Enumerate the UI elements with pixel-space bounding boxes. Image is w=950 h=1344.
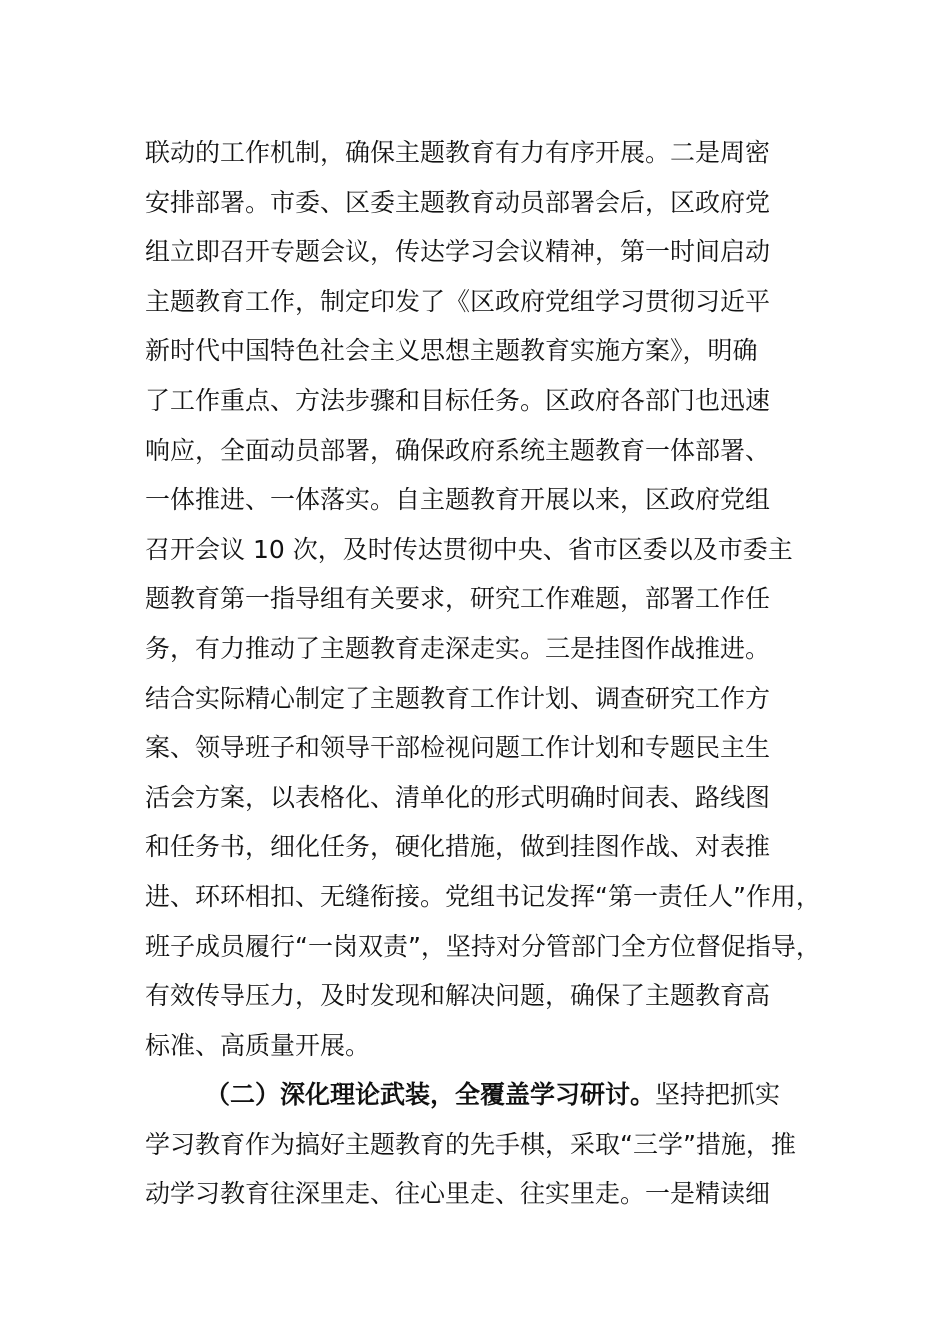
section-intro-text: 坚持把抓实 xyxy=(655,1080,781,1110)
text-line: 学习教育作为搞好主题教育的先手棋，采取“三学”措施，推 xyxy=(145,1129,796,1159)
text-line: 响应，全面动员部署，确保政府系统主题教育一体部署、 xyxy=(145,435,771,465)
text-line: 班子成员履行“一岗双责”，坚持对分管部门全方位督促指导， xyxy=(145,931,821,961)
text-line: 一体推进、一体落实。自主题教育开展以来，区政府党组 xyxy=(145,485,771,515)
text-line: 动学习教育往深里走、往心里走、往实里走。一是精读细 xyxy=(145,1179,771,1209)
text-line: 了工作重点、方法步骤和目标任务。区政府各部门也迅速 xyxy=(145,385,771,415)
text-line: 题教育第一指导组有关要求，研究工作难题，部署工作任 xyxy=(145,584,771,614)
text-line: 标准、高质量开展。 xyxy=(145,1030,371,1060)
text-line: 结合实际精心制定了主题教育工作计划、调查研究工作方 xyxy=(145,683,771,713)
text-line: 联动的工作机制，确保主题教育有力有序开展。二是周密 xyxy=(145,138,771,167)
text-line: 务，有力推动了主题教育走深走实。三是挂图作战推进。 xyxy=(145,633,771,663)
text-line: 新时代中国特色社会主义思想主题教育实施方案》，明确 xyxy=(145,336,758,366)
body-text xyxy=(145,128,825,1219)
text-line: 有效传导压力，及时发现和解决问题，确保了主题教育高 xyxy=(145,981,771,1011)
text-line: 进、环环相扣、无缝衔接。党组书记发挥“第一责任人”作用， xyxy=(145,881,821,911)
section-heading: （二）深化理论武装，全覆盖学习研讨。 xyxy=(205,1080,656,1110)
text-line: 组立即召开专题会议，传达学习会议精神，第一时间启动 xyxy=(145,237,771,267)
text-line: 主题教育工作，制定印发了《区政府党组学习贯彻习近平 xyxy=(145,286,771,316)
text-line: 召开会议 10 次，及时传达贯彻中央、省市区委以及市委主 xyxy=(145,534,793,564)
text-line: 安排部署。市委、区委主题教育动员部署会后，区政府党 xyxy=(145,187,771,217)
text-line: 活会方案，以表格化、清单化的形式明确时间表、路线图 xyxy=(145,782,771,812)
text-line: 和任务书，细化任务，硬化措施，做到挂图作战、对表推 xyxy=(145,832,771,862)
section-heading-line xyxy=(145,1070,825,1120)
text-line: 案、领导班子和领导干部检视问题工作计划和专题民主生 xyxy=(145,733,771,763)
